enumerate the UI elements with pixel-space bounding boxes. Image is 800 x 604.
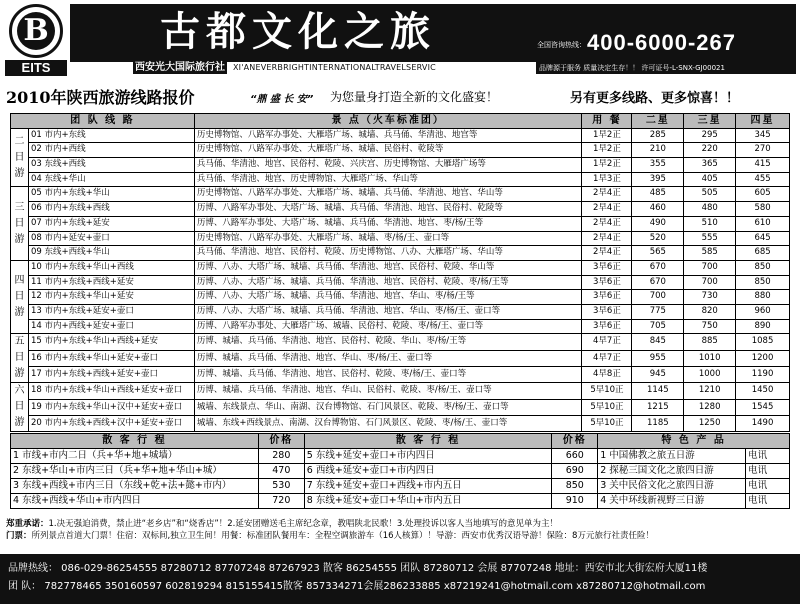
attractions-cell: 历博、八办、大塔广场、城墙、兵马俑、华清池、地宫、华山、枣/杨/王、壶口等 — [194, 304, 582, 319]
page-title: 古都文化之旅 — [160, 8, 436, 55]
route-cell: 12 市内+东线+华山+延安 — [28, 290, 194, 305]
price-a: 470 — [258, 464, 304, 479]
price-three-star: 510 — [684, 216, 736, 231]
price-two-star: 460 — [632, 202, 684, 217]
price-three-star: 295 — [684, 128, 736, 143]
price-two-star: 565 — [632, 246, 684, 261]
price-four-star: 850 — [736, 275, 790, 290]
price-two-star: 490 — [632, 216, 684, 231]
table-header-row — [11, 114, 790, 129]
promise-text: 1.决无强迫消费，禁止进“老乡店”和“烧香店”！2.延安团赠送毛主席纪念章，教唱陕北民歌！3.处理投诉以客人当地填写的意见单为主！ — [48, 519, 558, 529]
table-row — [11, 260, 790, 275]
logo-letter: B — [17, 12, 55, 50]
price-four-star: 1490 — [736, 415, 790, 431]
route-cell: 20 市内+东线+西线+汉中+延安+壶口 — [28, 415, 194, 431]
special-product: 1 中国佛教之旅五日游 — [598, 449, 746, 464]
route-cell: 10 市内+东线+华山+西线 — [28, 260, 194, 275]
price-three-star: 700 — [684, 275, 736, 290]
price-a: 720 — [258, 494, 304, 509]
route-cell: 16 市内+东线+华山+延安+壶口 — [28, 350, 194, 366]
attractions-cell: 历博、城墙、兵马俑、华清池、地宫、华山、枣/杨/王、壶口等 — [194, 350, 582, 366]
table-row — [11, 231, 790, 246]
table-row — [11, 128, 790, 143]
price-two-star: 775 — [632, 304, 684, 319]
attractions-cell: 兵马俑、华清池、地宫、民俗村、乾陵、历史博物馆、八办、大雁塔广场、华山等 — [194, 246, 582, 261]
route-cell: 06 市内+东线+西线 — [28, 202, 194, 217]
price-two-star: 355 — [632, 158, 684, 173]
table-row — [11, 334, 790, 350]
table-row — [11, 246, 790, 261]
price-two-star: 210 — [632, 143, 684, 158]
col-header-route: 团 队 线 路 — [11, 114, 195, 129]
price-three-star: 700 — [684, 260, 736, 275]
price-two-star: 945 — [632, 366, 684, 382]
company-english-name: XI'ANEVERBRIGHTINTERNATIONALTRAVELSERVIC — [233, 63, 436, 72]
col-header-individual-route-a: 散 客 行 程 — [11, 434, 259, 449]
price-two-star: 520 — [632, 231, 684, 246]
price-four-star: 880 — [736, 290, 790, 305]
price-three-star: 220 — [684, 143, 736, 158]
brand-license-line: 品牌源于服务 质量决定生存！！ 许可证号-L-SNX-GJ00021 — [536, 62, 796, 74]
table-row — [11, 172, 790, 187]
meals-cell: 3早6正 — [582, 290, 632, 305]
price-four-star: 685 — [736, 246, 790, 261]
duration-group-label: 二日游 — [11, 128, 29, 187]
price-three-star: 1280 — [684, 399, 736, 415]
route-cell: 14 市内+西线+延安+壶口 — [28, 319, 194, 334]
meals-cell: 1早2正 — [582, 143, 632, 158]
individual-route-b: 6 西线+延安+壶口+市内四日 — [304, 464, 552, 479]
table-row — [11, 187, 790, 202]
col-header-meals: 用 餐 — [582, 114, 632, 129]
special-product: 4 关中环线新视野三日游 — [598, 494, 746, 509]
route-cell: 04 东线+华山 — [28, 172, 194, 187]
price-four-star: 580 — [736, 202, 790, 217]
price-four-star: 1545 — [736, 399, 790, 415]
individual-route-b: 5 东线+延安+壶口+市内四日 — [304, 449, 552, 464]
price-four-star: 455 — [736, 172, 790, 187]
price-four-star: 345 — [736, 128, 790, 143]
attractions-cell: 城墙、东线+西线景点、南湖、汉台博物馆、石门风景区、乾陵、枣/杨/王、壶口等 — [194, 415, 582, 431]
logo-text: EITS — [5, 60, 67, 76]
meals-cell: 3早6正 — [582, 275, 632, 290]
meals-cell: 1早2正 — [582, 158, 632, 173]
meals-cell: 3早6正 — [582, 319, 632, 334]
price-two-star: 1145 — [632, 383, 684, 399]
price-three-star: 365 — [684, 158, 736, 173]
price-two-star: 285 — [632, 128, 684, 143]
price-three-star: 405 — [684, 172, 736, 187]
meals-cell: 1早2正 — [582, 128, 632, 143]
individual-route-b: 7 东线+延安+壶口+西线+市内五日 — [304, 479, 552, 494]
price-four-star: 1190 — [736, 366, 790, 382]
price-two-star: 845 — [632, 334, 684, 350]
route-cell: 02 市内+西线 — [28, 143, 194, 158]
price-three-star: 1000 — [684, 366, 736, 382]
company-name: 西安光大国际旅行社 — [135, 62, 225, 73]
ticket-line — [6, 530, 796, 542]
table-row — [11, 216, 790, 231]
price-two-star: 705 — [632, 319, 684, 334]
price-three-star: 480 — [684, 202, 736, 217]
col-header-four-star: 四星 — [736, 114, 790, 129]
route-cell: 09 东线+西线+华山 — [28, 246, 194, 261]
route-cell: 13 市内+东线+延安+壶口 — [28, 304, 194, 319]
price-two-star: 1185 — [632, 415, 684, 431]
attractions-cell: 历史博物馆、八路军办事处、大雁塔广场、城墙、兵马俑、华清池、地宫等 — [194, 128, 582, 143]
price-b: 690 — [552, 464, 598, 479]
price-three-star: 885 — [684, 334, 736, 350]
meals-cell: 2早4正 — [582, 187, 632, 202]
meals-cell: 5早10正 — [582, 415, 632, 431]
promise-label: 郑重承诺： — [6, 519, 49, 529]
price-three-star: 505 — [684, 187, 736, 202]
price-three-star: 730 — [684, 290, 736, 305]
col-header-three-star: 三星 — [684, 114, 736, 129]
meals-cell: 5早10正 — [582, 399, 632, 415]
hotline-label: 全国咨询热线： — [537, 41, 586, 49]
col-header-attractions: 景 点（火车标准团） — [194, 114, 582, 129]
table-row — [11, 290, 790, 305]
price-three-star: 750 — [684, 319, 736, 334]
notes-block — [6, 518, 796, 542]
meals-cell: 4早7正 — [582, 334, 632, 350]
price-four-star: 1450 — [736, 383, 790, 399]
price-four-star: 415 — [736, 158, 790, 173]
col-header-two-star: 二星 — [632, 114, 684, 129]
route-cell: 01 市内+东线 — [28, 128, 194, 143]
table-row — [11, 350, 790, 366]
col-header-price-b: 价格 — [552, 434, 598, 449]
table-row — [11, 143, 790, 158]
col-header-price-a: 价格 — [258, 434, 304, 449]
attractions-cell: 历博、八路军办事处、大雁塔广场、城墙、民俗村、乾陵、枣/杨/王、壶口等 — [194, 319, 582, 334]
slogan-text: 为您量身打造全新的文化盛宴！ — [330, 90, 499, 104]
table-row — [11, 449, 790, 464]
price-two-star: 485 — [632, 187, 684, 202]
table-row — [11, 304, 790, 319]
meals-cell: 4早7正 — [582, 350, 632, 366]
route-cell: 17 市内+东线+西线+延安+壶口 — [28, 366, 194, 382]
price-b: 910 — [552, 494, 598, 509]
price-four-star: 645 — [736, 231, 790, 246]
hotline-number: 400-6000-267 — [587, 30, 737, 55]
table-row — [11, 383, 790, 399]
table-row — [11, 399, 790, 415]
contact-cell: 电讯 — [746, 464, 790, 479]
price-three-star: 1010 — [684, 350, 736, 366]
slogan-quote: “鼎 盛 长 安” — [250, 94, 314, 105]
route-cell: 07 市内+东线+延安 — [28, 216, 194, 231]
attractions-cell: 历史博物馆、八路军办事处、大雁塔广场、城墙、枣/杨/王、壶口等 — [194, 231, 582, 246]
meals-cell: 2早4正 — [582, 231, 632, 246]
attractions-cell: 历博、城墙、兵马俑、华清池、地宫、民俗村、乾陵、枣/杨/王、壶口等 — [194, 366, 582, 382]
price-list-title: 2010年陕西旅游线路报价 — [6, 88, 195, 107]
company-logo — [5, 4, 67, 76]
attractions-cell: 历史博物馆、八路军办事处、大雁塔广场、城墙、民俗村、乾陵等 — [194, 143, 582, 158]
attractions-cell: 历博、八路军办事处、大塔广场、城墙、兵马俑、华清池、地宫、民俗村、乾陵等 — [194, 202, 582, 217]
price-four-star: 890 — [736, 319, 790, 334]
individual-route-a: 4 东线+西线+华山+市内四日 — [11, 494, 259, 509]
route-cell: 03 东线+西线 — [28, 158, 194, 173]
header — [0, 0, 800, 78]
route-cell: 15 市内+东线+华山+西线+延安 — [28, 334, 194, 350]
col-header-individual-route-b: 散 客 行 程 — [304, 434, 552, 449]
group-tour-price-table — [10, 113, 790, 432]
individual-route-a: 3 东线+西线+市内三日（东线+乾+法+懿+市内） — [11, 479, 259, 494]
table-row — [11, 415, 790, 431]
attractions-cell: 历博、八路军办事处、大塔广场、城墙、兵马俑、华清池、地宫、枣/杨/王等 — [194, 216, 582, 231]
attractions-cell: 兵马俑、华清池、地宫、历史博物馆、大雁塔广场、华山等 — [194, 172, 582, 187]
individual-route-b: 8 东线+延安+壶口+华山+市内五日 — [304, 494, 552, 509]
meals-cell: 3早6正 — [582, 304, 632, 319]
price-two-star: 1215 — [632, 399, 684, 415]
attractions-cell: 兵马俑、华清池、地宫、民俗村、乾陵、兴庆宫、历史博物馆、大雁塔广场等 — [194, 158, 582, 173]
promise-line — [6, 518, 796, 530]
price-four-star: 270 — [736, 143, 790, 158]
individual-route-a: 1 市线+市内二日（兵+华+地+城墙） — [11, 449, 259, 464]
individual-route-a: 2 东线+华山+市内三日（兵+华+地+华山+城） — [11, 464, 259, 479]
ticket-label: 门票： — [6, 531, 32, 541]
price-two-star: 955 — [632, 350, 684, 366]
promo-text: 另有更多线路、更多惊喜！！ — [570, 91, 740, 106]
price-three-star: 1210 — [684, 383, 736, 399]
meals-cell: 2早4正 — [582, 202, 632, 217]
individual-tour-table — [10, 433, 790, 509]
price-two-star: 700 — [632, 290, 684, 305]
footer-hotline-line: 品牌热线： 086-029-86254555 87280712 87707248 87267923 散客 86254555 团队 87280712 会展 87707248 地址：西安市北大街宏府大厦11楼 — [8, 563, 708, 574]
meals-cell: 5早10正 — [582, 383, 632, 399]
special-product: 3 关中民俗文化之旅四日游 — [598, 479, 746, 494]
table-row — [11, 319, 790, 334]
subtitle-bar — [0, 84, 800, 106]
price-b: 850 — [552, 479, 598, 494]
duration-group-label: 三日游 — [11, 187, 29, 260]
table-row — [11, 494, 790, 509]
attractions-cell: 历博、八办、大塔广场、城墙、兵马俑、华清池、地宫、民俗村、乾陵、华山等 — [194, 260, 582, 275]
route-cell: 11 市内+东线+西线+延安 — [28, 275, 194, 290]
price-a: 280 — [258, 449, 304, 464]
contact-cell: 电讯 — [746, 479, 790, 494]
duration-group-label: 四日游 — [11, 260, 29, 333]
attractions-cell: 历博、城墙、兵马俑、华清池、地宫、华山、民俗村、乾陵、枣/杨/王、壶口等 — [194, 383, 582, 399]
price-four-star: 610 — [736, 216, 790, 231]
price-a: 530 — [258, 479, 304, 494]
table-row — [11, 479, 790, 494]
price-two-star: 670 — [632, 260, 684, 275]
table-row — [11, 158, 790, 173]
special-product: 2 探秘三国文化之旅四日游 — [598, 464, 746, 479]
price-three-star: 1250 — [684, 415, 736, 431]
table-row — [11, 464, 790, 479]
price-three-star: 585 — [684, 246, 736, 261]
route-cell: 05 市内+东线+华山 — [28, 187, 194, 202]
footer-group-line: 团 队： 782778465 350160597 602819294 815155415散客 857334271会展286233885 x87219241@hotmail.com x87280712@hotmail.com — [8, 581, 706, 592]
price-four-star: 1200 — [736, 350, 790, 366]
route-cell: 08 市内+延安+壶口 — [28, 231, 194, 246]
footer-contact — [0, 554, 800, 604]
duration-group-label: 五日游 — [11, 334, 29, 383]
table-row — [11, 202, 790, 217]
attractions-cell: 城墙、东线景点、华山、南湖、汉台博物馆、石门风景区、乾陵、枣/杨/王、壶口等 — [194, 399, 582, 415]
meals-cell: 1早3正 — [582, 172, 632, 187]
route-cell: 18 市内+东线+华山+西线+延安+壶口 — [28, 383, 194, 399]
price-b: 660 — [552, 449, 598, 464]
table-row — [11, 275, 790, 290]
meals-cell: 2早4正 — [582, 216, 632, 231]
attractions-cell: 历史博物馆、八路军办事处、大雁塔广场、城墙、兵马俑、华清池、地宫、华山等 — [194, 187, 582, 202]
meals-cell: 4早8正 — [582, 366, 632, 382]
contact-cell: 电讯 — [746, 494, 790, 509]
attractions-cell: 历博、八办、大塔广场、城墙、兵马俑、华清池、地宫、民俗村、乾陵、枣/杨/王等 — [194, 275, 582, 290]
meals-cell: 2早4正 — [582, 246, 632, 261]
contact-cell: 电讯 — [746, 449, 790, 464]
price-three-star: 820 — [684, 304, 736, 319]
section-header-row — [11, 434, 790, 449]
price-four-star: 1085 — [736, 334, 790, 350]
price-four-star: 850 — [736, 260, 790, 275]
price-three-star: 555 — [684, 231, 736, 246]
price-four-star: 605 — [736, 187, 790, 202]
table-row — [11, 366, 790, 382]
meals-cell: 3早6正 — [582, 260, 632, 275]
route-cell: 19 市内+东线+华山+汉中+延安+壶口 — [28, 399, 194, 415]
ticket-text: 所列景点首道大门票！住宿：双标间,独立卫生间！用餐：标准团队餐用车：全程空调旅游车（16人核算）！导游：西安市优秀汉语导游！保险：8万元旅行社责任险！ — [31, 531, 654, 541]
attractions-cell: 历博、城墙、兵马俑、华清池、地宫、民俗村、乾陵、华山、枣/杨/王等 — [194, 334, 582, 350]
attractions-cell: 历博、八办、大塔广场、城墙、兵马俑、华清池、地宫、华山、枣/杨/王等 — [194, 290, 582, 305]
duration-group-label: 六日游 — [11, 383, 29, 432]
price-two-star: 670 — [632, 275, 684, 290]
price-four-star: 960 — [736, 304, 790, 319]
price-two-star: 395 — [632, 172, 684, 187]
col-header-special-products: 特 色 产 品 — [598, 434, 790, 449]
